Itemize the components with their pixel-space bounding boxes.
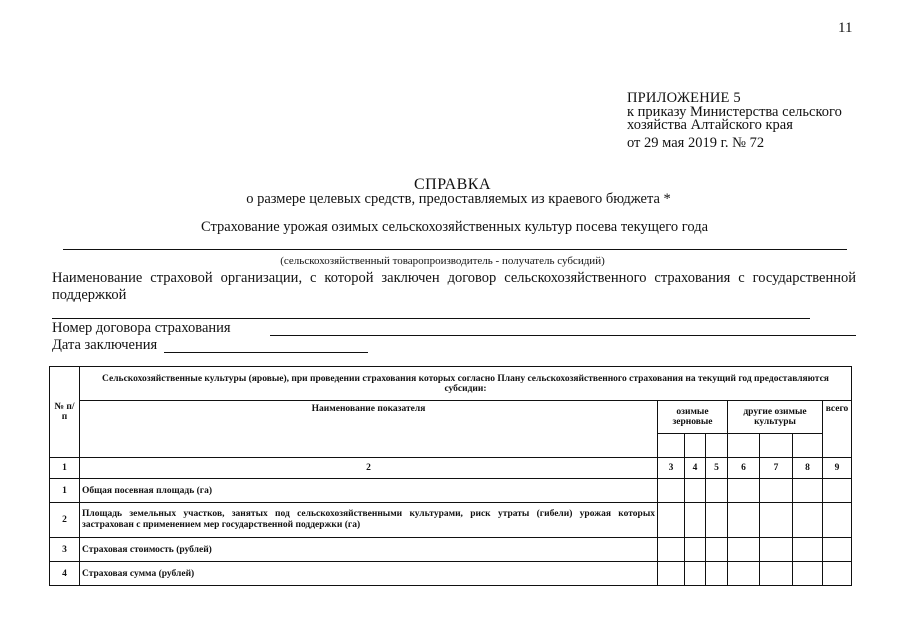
row-number: 4 bbox=[50, 562, 80, 586]
col-num-header: № п/п bbox=[50, 367, 80, 458]
appendix-line-2: хозяйства Алтайского края bbox=[627, 117, 793, 133]
page-number: 11 bbox=[838, 20, 853, 36]
group2-header: другие озимые культуры bbox=[728, 401, 823, 434]
value-cell[interactable] bbox=[793, 562, 823, 586]
value-cell[interactable] bbox=[823, 479, 852, 503]
appendix-line-1: к приказу Министерства сельского bbox=[627, 103, 842, 120]
value-cell[interactable] bbox=[760, 479, 793, 503]
subcol-cell bbox=[793, 434, 823, 458]
value-cell[interactable] bbox=[658, 562, 685, 586]
producer-name-line[interactable] bbox=[63, 249, 847, 250]
col-number: 2 bbox=[80, 458, 658, 479]
document-subtitle: о размере целевых средств, предоставляемых из краевого бюджета * bbox=[246, 191, 671, 207]
appendix-title: ПРИЛОЖЕНИЕ 5 bbox=[627, 90, 741, 106]
subcol-cell bbox=[685, 434, 706, 458]
appendix-block bbox=[627, 92, 842, 150]
value-cell[interactable] bbox=[793, 479, 823, 503]
insurer-name-line[interactable] bbox=[52, 318, 810, 319]
document-subject: Страхование урожая озимых сельскохозяйственных культур посева текущего года bbox=[200, 219, 709, 235]
total-header: всего bbox=[823, 401, 852, 458]
col-number: 3 bbox=[658, 458, 685, 479]
value-cell[interactable] bbox=[823, 562, 852, 586]
row-label: Общая посевная площадь (га) bbox=[80, 479, 658, 503]
value-cell[interactable] bbox=[685, 479, 706, 503]
value-cell[interactable] bbox=[728, 503, 760, 538]
contract-number-line[interactable] bbox=[270, 335, 856, 336]
col-number: 8 bbox=[793, 458, 823, 479]
row-label: Страховая стоимость (рублей) bbox=[80, 538, 658, 562]
value-cell[interactable] bbox=[823, 538, 852, 562]
appendix-line-3: от 29 мая 2019 г. № 72 bbox=[627, 134, 765, 151]
value-cell[interactable] bbox=[823, 503, 852, 538]
main-header: Сельскохозяйственные культуры (яровые), при проведении страхования которых согласно Плану сельскохозяйственного страхования на текущий год предоставляются субсидии: bbox=[80, 367, 852, 401]
value-cell[interactable] bbox=[706, 562, 728, 586]
value-cell[interactable] bbox=[658, 479, 685, 503]
subcol-cell bbox=[658, 434, 685, 458]
contract-date-line[interactable] bbox=[164, 352, 368, 353]
table-row bbox=[50, 479, 852, 503]
value-cell[interactable] bbox=[760, 503, 793, 538]
group1-header: озимые зерновые bbox=[658, 401, 728, 434]
row-label: Площадь земельных участков, занятых под сельскохозяйственными культурами, риск утраты (гибели) урожая которых застрахован с применением мер государственной поддержки (га) bbox=[80, 503, 658, 538]
value-cell[interactable] bbox=[760, 538, 793, 562]
value-cell[interactable] bbox=[728, 562, 760, 586]
value-cell[interactable] bbox=[658, 503, 685, 538]
value-cell[interactable] bbox=[728, 479, 760, 503]
col-number: 6 bbox=[728, 458, 760, 479]
value-cell[interactable] bbox=[706, 479, 728, 503]
value-cell[interactable] bbox=[728, 538, 760, 562]
row-number: 3 bbox=[50, 538, 80, 562]
col-number: 4 bbox=[685, 458, 706, 479]
row-label: Страховая сумма (рублей) bbox=[80, 562, 658, 586]
value-cell[interactable] bbox=[658, 538, 685, 562]
table-row bbox=[50, 562, 852, 586]
subsidy-table bbox=[49, 366, 852, 586]
subcol-cell bbox=[760, 434, 793, 458]
row-number: 2 bbox=[50, 503, 80, 538]
subcol-cell bbox=[728, 434, 760, 458]
indicator-header: Наименование показателя bbox=[80, 401, 658, 458]
col-number: 7 bbox=[760, 458, 793, 479]
subcol-cell bbox=[706, 434, 728, 458]
value-cell[interactable] bbox=[793, 538, 823, 562]
value-cell[interactable] bbox=[706, 503, 728, 538]
value-cell[interactable] bbox=[793, 503, 823, 538]
document-title: СПРАВКА bbox=[413, 176, 492, 193]
producer-caption: (сельскохозяйственный товаропроизводитель - получатель субсидий) bbox=[280, 255, 605, 267]
value-cell[interactable] bbox=[706, 538, 728, 562]
value-cell[interactable] bbox=[685, 538, 706, 562]
col-number: 9 bbox=[823, 458, 852, 479]
table-row bbox=[50, 503, 852, 538]
col-number: 5 bbox=[706, 458, 728, 479]
col-number: 1 bbox=[50, 458, 80, 479]
contract-number-label: Номер договора страхования bbox=[52, 320, 231, 336]
value-cell[interactable] bbox=[685, 503, 706, 538]
value-cell[interactable] bbox=[760, 562, 793, 586]
contract-date-label: Дата заключения bbox=[52, 337, 158, 353]
table-row bbox=[50, 538, 852, 562]
insurer-label: Наименование страховой организации, с которой заключен договор сельскохозяйственного страхования с государственной поддержкой bbox=[52, 270, 856, 303]
row-number: 1 bbox=[50, 479, 80, 503]
value-cell[interactable] bbox=[685, 562, 706, 586]
